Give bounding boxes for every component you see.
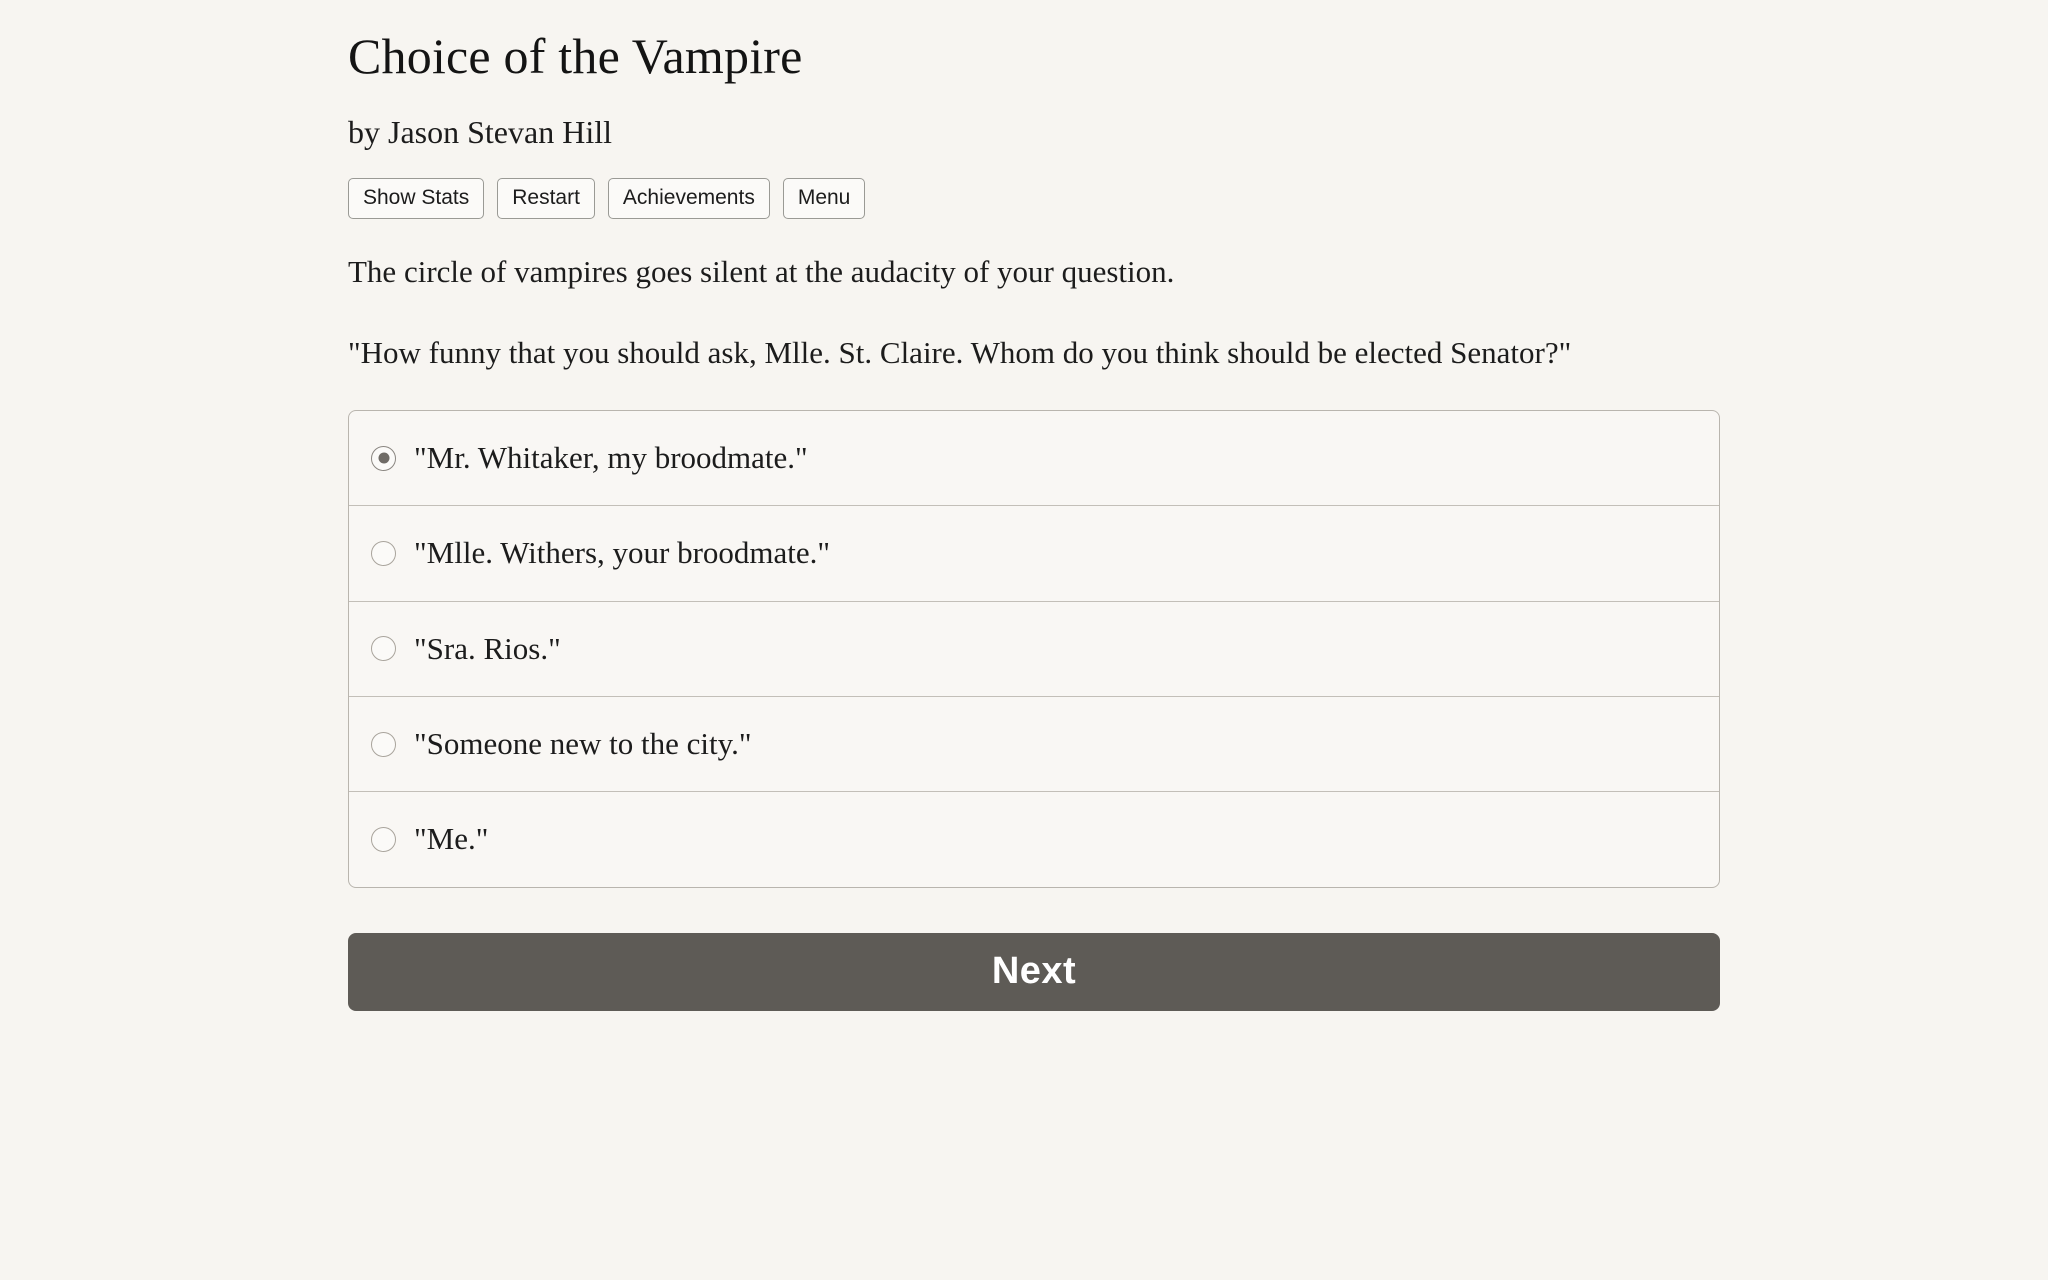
restart-button[interactable]: Restart [497, 178, 595, 219]
achievements-button[interactable]: Achievements [608, 178, 770, 219]
author-byline: by Jason Stevan Hill [348, 114, 612, 150]
choice-label: "Mr. Whitaker, my broodmate." [414, 440, 808, 476]
choice-option[interactable] [349, 602, 1719, 697]
page-title: Choice of the Vampire [348, 28, 803, 84]
next-button[interactable]: Next [348, 933, 1720, 1011]
radio-icon[interactable] [371, 636, 396, 661]
choice-option[interactable] [349, 411, 1719, 506]
story-paragraph: The circle of vampires goes silent at the audacity of your question. [348, 254, 1175, 290]
choice-option[interactable] [349, 792, 1719, 886]
show-stats-button[interactable]: Show Stats [348, 178, 484, 219]
story-text [348, 249, 1723, 376]
choice-option[interactable] [349, 697, 1719, 792]
choice-label: "Someone new to the city." [414, 726, 752, 762]
story-paragraph: "How funny that you should ask, Mlle. St. Claire. Whom do you think should be elected Senator?" [348, 334, 1572, 370]
choice-label: "Sra. Rios." [414, 630, 561, 666]
content-column [348, 0, 1723, 1011]
choice-label: "Me." [414, 821, 489, 857]
command-button-bar [348, 178, 1723, 219]
radio-icon[interactable] [371, 541, 396, 566]
radio-icon[interactable] [371, 732, 396, 757]
choice-option[interactable] [349, 506, 1719, 601]
menu-button[interactable]: Menu [783, 178, 866, 219]
radio-icon[interactable] [371, 827, 396, 852]
radio-icon[interactable] [371, 446, 396, 471]
choice-label: "Mlle. Withers, your broodmate." [414, 535, 831, 571]
choice-list [348, 410, 1720, 887]
